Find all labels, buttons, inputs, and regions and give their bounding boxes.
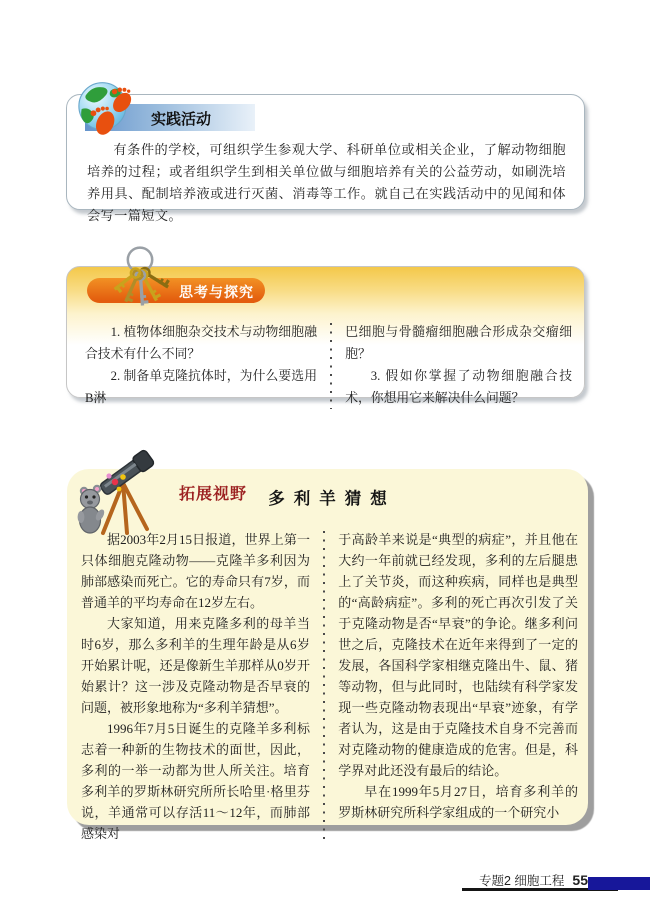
- globe-with-footprints-icon: [77, 77, 139, 141]
- practice-activity-panel: [66, 94, 585, 223]
- article-paragraph: 大家知道，用来克隆多利的母羊当时6岁，那么多利羊的生理年龄是从6岁开始累计呢，还是像新生羊那样从0岁开始累计？这一涉及克隆动物是否早衰的问题，被形象地称为“多利羊猜想”。: [81, 616, 310, 715]
- article-paragraph: 早在1999年5月27日，培育多利羊的罗斯林研究所科学家组成的一个研究小: [338, 784, 578, 820]
- dotted-column-divider: [323, 531, 325, 844]
- article-body: [81, 529, 578, 844]
- think-right-column: [345, 321, 572, 409]
- expanded-vision-panel: [67, 469, 588, 841]
- think-explore-panel: [66, 266, 585, 405]
- article-left-column: [81, 529, 310, 844]
- question-3: 3. 假如你掌握了动物细胞融合技术，你想用它来解决什么问题？: [345, 369, 572, 405]
- footer-navy-bar: [588, 877, 650, 890]
- article-right-column: [338, 529, 578, 844]
- practice-body-text: 有条件的学校，可组织学生参观大学、科研单位或相关企业，了解动物细胞培养的过程；或者组织学生到相关单位做与细胞培养有关的公益劳动，如刷洗培养用具、配制培养液或进行灭菌、消毒等工作。就自己在实践活动中的见闻和体会写一篇短文。: [87, 142, 566, 223]
- question-1: 1. 植物体细胞杂交技术与动物细胞融合技术有什么不同？: [85, 325, 317, 361]
- article-paragraph: 据2003年2月15日报道，世界上第一只体细胞克隆动物——克隆羊多利因为肺部感染而死亡。它的寿命只有7岁，而普通羊的平均寿命在12岁左右。: [81, 532, 310, 610]
- think-left-column: [85, 321, 317, 409]
- question-2-start: 2. 制备单克隆抗体时，为什么要选用B淋: [85, 369, 317, 405]
- footer-chapter: [462, 871, 588, 889]
- footer-chapter-label: 专题2 细胞工程: [478, 874, 565, 888]
- article-paragraph: 于高龄羊来说是“典型的病症”，并且他在大约一年前就已经发现，多利的左后腿患上了关节炎，而这种疾病，同样也是典型的“高龄病症”。多利的死亡再次引发了关于克隆动物是否“早衰”的争论。继多利问世之后，克隆技术在近年来得到了一定的发展，各国科学家相继克隆出牛、鼠、猪等动物，但与此同时，也陆续有科学家发现一些克隆动物表现出“早衰”迹象，有学者认为，这是由于克隆技术自身不完善而对克隆动物的健康造成的危害。但是，科学界对此还没有最后的结论。: [338, 532, 578, 778]
- page-number: 55: [572, 872, 588, 888]
- question-2-end: 巴细胞与骨髓瘤细胞融合形成杂交瘤细胞？: [345, 325, 572, 361]
- article-paragraph: 1996年7月5日诞生的克隆羊多利标志着一种新的生物技术的面世，因此，多利的一举一动都为世人所关注。培育多利羊的罗斯林研究所所长哈里·格里芬说，羊通常可以存活11～12年，而肺部感染对: [81, 721, 310, 841]
- think-explore-body: [85, 321, 572, 409]
- expanded-vision-header-title: 拓展视野: [179, 486, 248, 503]
- dotted-column-divider: [330, 323, 332, 409]
- think-explore-header-title: 思考与探究: [179, 284, 254, 300]
- practice-header-title: 实践活动: [151, 111, 212, 128]
- article-title: 多利羊猜想: [268, 489, 396, 508]
